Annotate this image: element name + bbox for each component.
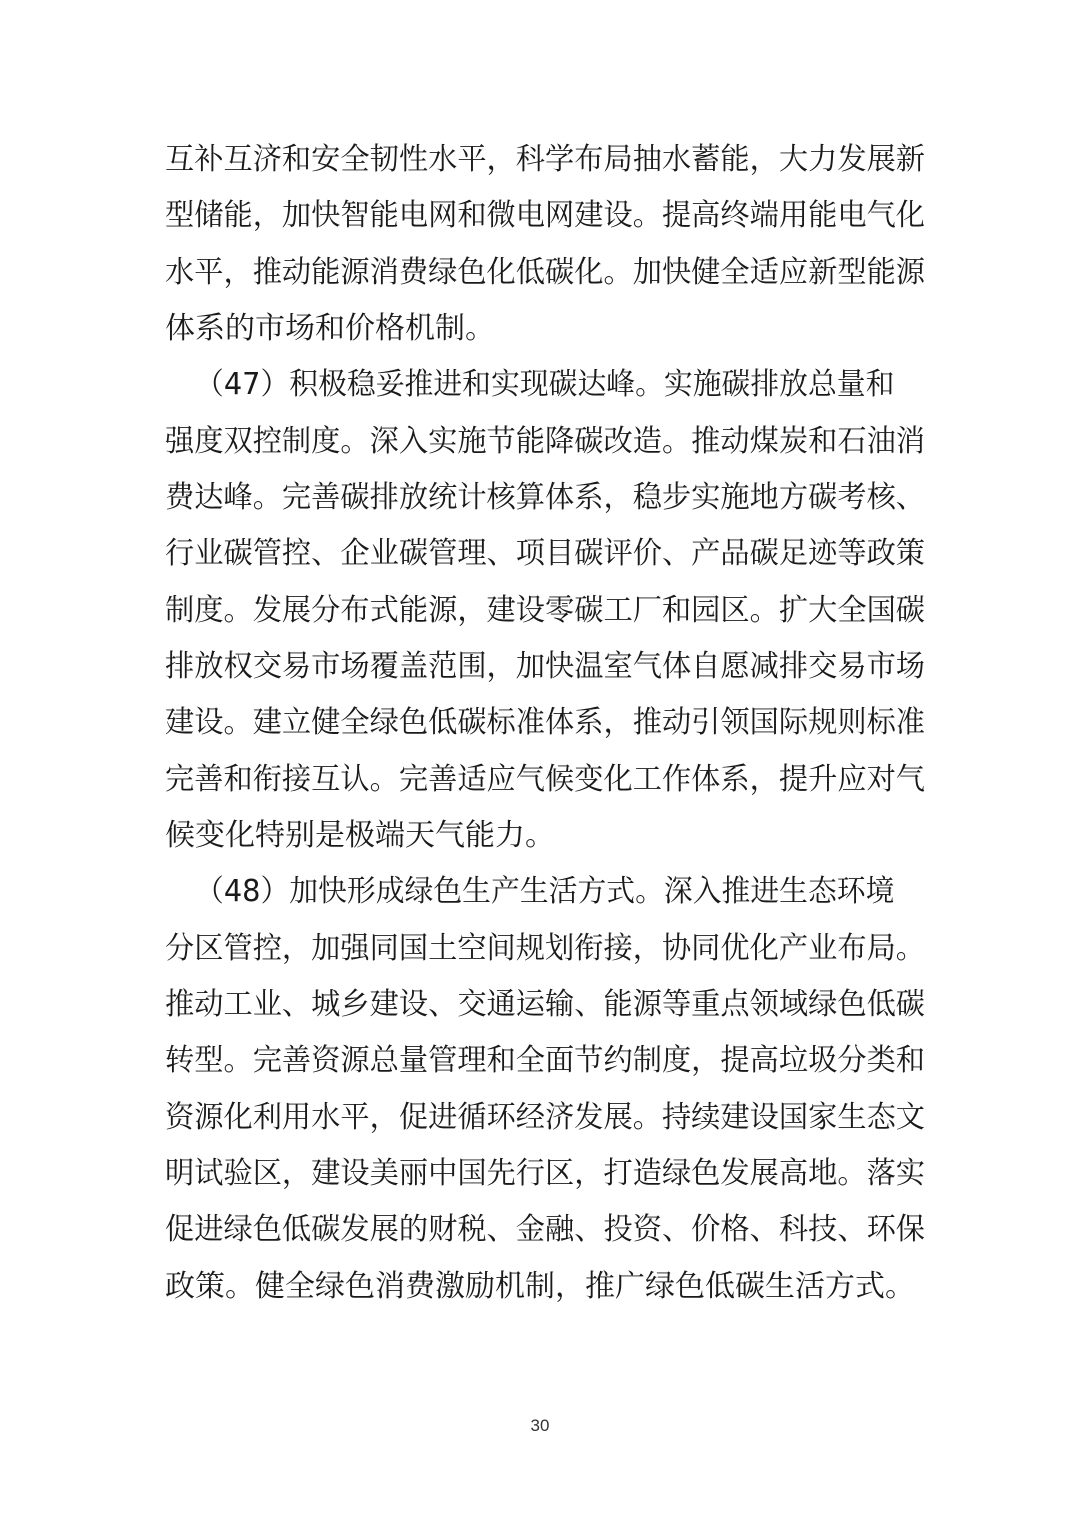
text-line: 体系的市场和价格机制。 bbox=[165, 311, 495, 346]
text-line: 水平，推动能源消费绿色化低碳化。加快健全适应新型能源 bbox=[165, 255, 926, 290]
text-line: 分区管控，加强同国土空间规划衔接，协同优化产业布局。 bbox=[165, 931, 926, 966]
text-line: 排放权交易市场覆盖范围，加快温室气体自愿减排交易市场 bbox=[165, 649, 926, 684]
text-line: 型储能，加快智能电网和微电网建设。提高终端用能电气化 bbox=[165, 198, 926, 233]
text-line: 候变化特别是极端天气能力。 bbox=[165, 818, 555, 853]
text-line: 转型。完善资源总量管理和全面节约制度，提高垃圾分类和 bbox=[165, 1043, 926, 1078]
paragraph-48-start: （48）加快形成绿色生产生活方式。深入推进生态环境 bbox=[195, 874, 895, 909]
text-line: 促进绿色低碳发展的财税、金融、投资、价格、科技、环保 bbox=[165, 1212, 926, 1247]
text-line: 资源化利用水平，促进循环经济发展。持续建设国家生态文 bbox=[165, 1100, 926, 1135]
text-line: 制度。发展分布式能源，建设零碳工厂和园区。扩大全国碳 bbox=[165, 593, 926, 628]
text-line: 行业碳管控、企业碳管理、项目碳评价、产品碳足迹等政策 bbox=[165, 536, 926, 571]
page-number: 30 bbox=[530, 1416, 550, 1435]
text-line: 推动工业、城乡建设、交通运输、能源等重点领域绿色低碳 bbox=[165, 987, 926, 1022]
text-line: 费达峰。完善碳排放统计核算体系，稳步实施地方碳考核、 bbox=[165, 480, 926, 515]
text-line: 完善和衔接互认。完善适应气候变化工作体系，提升应对气 bbox=[165, 762, 926, 797]
text-line: 明试验区，建设美丽中国先行区，打造绿色发展高地。落实 bbox=[165, 1156, 926, 1191]
text-line: 互补互济和安全韧性水平，科学布局抽水蓄能，大力发展新 bbox=[165, 142, 926, 177]
text-line: 强度双控制度。深入实施节能降碳改造。推动煤炭和石油消 bbox=[165, 424, 926, 459]
text-line: 建设。建立健全绿色低碳标准体系，推动引领国际规则标准 bbox=[165, 705, 926, 740]
text-line: 政策。健全绿色消费激励机制，推广绿色低碳生活方式。 bbox=[165, 1269, 915, 1304]
paragraph-47-start: （47）积极稳妥推进和实现碳达峰。实施碳排放总量和 bbox=[195, 367, 895, 402]
